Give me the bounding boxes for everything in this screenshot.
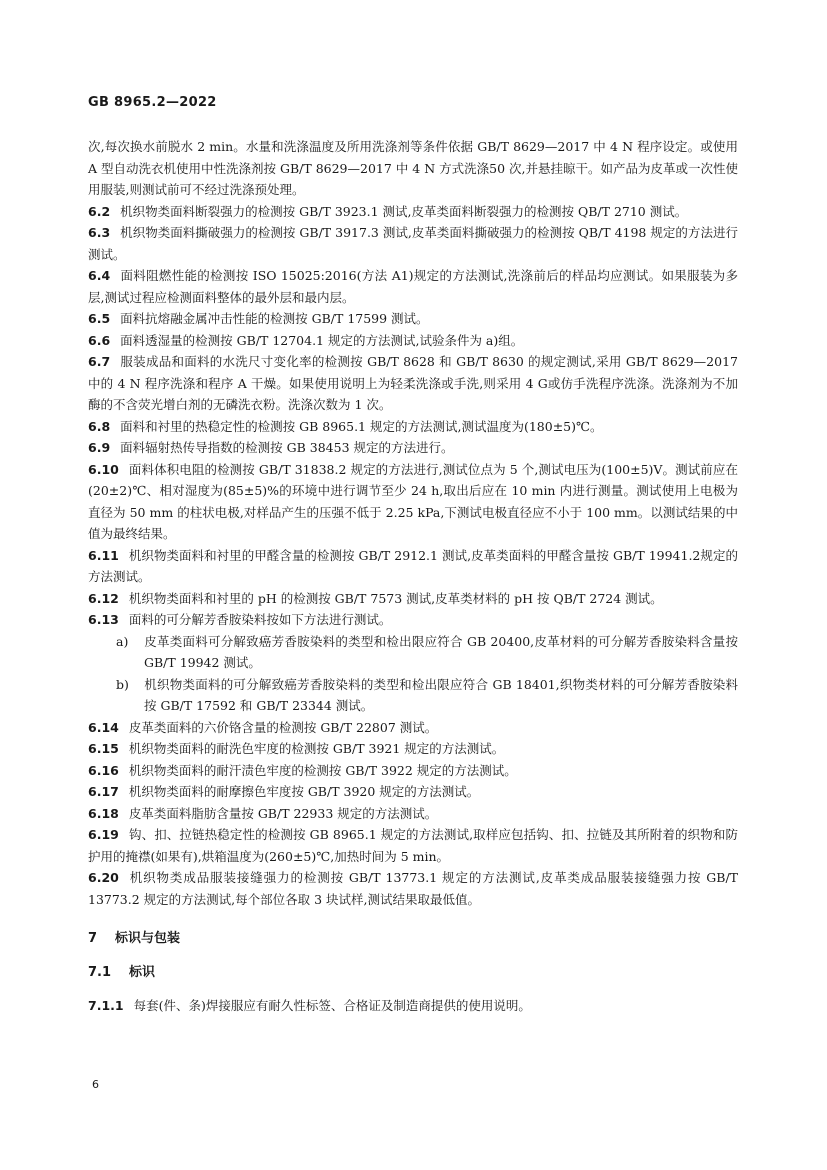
standard-code-header: GB 8965.2—2022 bbox=[88, 95, 217, 110]
clause-number: 6.8 bbox=[88, 418, 111, 434]
clause-paragraph bbox=[88, 459, 738, 545]
clause-text: 机织物类成品服装接缝强力的检测按 GB/T 13773.1 规定的方法测试,皮革类成品服装接缝强力按 GB/T 13773.2 规定的方法测试,每个部位各取 3 块试样,测试结果取最低值。 bbox=[88, 870, 738, 907]
clause-number: 6.12 bbox=[88, 590, 119, 606]
clause-number: 6.11 bbox=[88, 547, 119, 563]
clause-text: 面料透湿量的检测按 GB/T 12704.1 规定的方法测试,试验条件为 a)组。 bbox=[120, 332, 524, 348]
clause-text: 机织物类面料断裂强力的检测按 GB/T 3923.1 测试,皮革类面料断裂强力的检测按 QB/T 2710 测试。 bbox=[120, 203, 688, 219]
section-7-number: 7 bbox=[88, 931, 98, 946]
clause-text: 面料体积电阻的检测按 GB/T 31838.2 规定的方法进行,测试位点为 5 个,测试电压为(100±5)V。测试前应在(20±2)℃、相对湿度为(85±5)%的环境中进行调节至少 24 h,取出后应在 10 min 内进行测量。测试使用上电极为直径为 50 mm 的柱状电极,对样品产生的压强不低于 2.25 kPa,下测试电极直径应不小于 100 mm。以测试结果的中值为最终结果。 bbox=[88, 461, 738, 541]
clause-paragraph bbox=[88, 437, 738, 459]
clause-text: 面料抗熔融金属冲击性能的检测按 GB/T 17599 测试。 bbox=[120, 311, 429, 326]
clause-paragraph bbox=[88, 545, 738, 588]
clause-text: 皮革类面料的六价铬含量的检测按 GB/T 22807 测试。 bbox=[128, 719, 438, 735]
clause-text: 面料辐射热传导指数的检测按 GB 38453 规定的方法进行。 bbox=[120, 440, 454, 455]
section-7.1-number: 7.1 bbox=[88, 964, 112, 980]
clause-paragraph bbox=[88, 824, 738, 867]
clause-paragraph bbox=[88, 222, 738, 265]
clause-text: 每套(件、条)焊接服应有耐久性标签、合格证及制造商提供的使用说明。 bbox=[133, 998, 531, 1013]
clause-group-6.14-6.20 bbox=[88, 717, 738, 911]
clause-number: 6.19 bbox=[88, 827, 119, 842]
list-item-text: 皮革类面料可分解致癌芳香胺染料的类型和检出限应符合 GB 20400,皮革材料的可分解芳香胺染料含量按 GB/T 19942 测试。 bbox=[144, 633, 738, 670]
document-body bbox=[88, 136, 738, 1017]
list-item bbox=[116, 674, 738, 717]
clause-group-6.1-6.13 bbox=[88, 136, 738, 631]
clause-text: 机织物类面料的耐摩擦色牢度按 GB/T 3920 规定的方法测试。 bbox=[128, 784, 480, 799]
list-item bbox=[116, 631, 738, 674]
clause-text: 次,每次换水前脱水 2 min。水量和洗涤温度及所用洗涤剂等条件依据 GB/T 8629—2017 中 4 N 程序设定。或使用 A 型自动洗衣机使用中性洗涤剂按 GB/T 8629—2017 中 4 N 方式洗涤50 次,并悬挂晾干。如产品为皮革或一次性使用服装,则测试前可不经过洗涤预处理。 bbox=[88, 139, 738, 197]
clause-number: 6.13 bbox=[88, 612, 119, 627]
clause-text: 机织物类面料撕破强力的检测按 GB/T 3917.3 测试,皮革类面料撕破强力的检测按 QB/T 4198 规定的方法进行测试。 bbox=[88, 225, 738, 262]
clause-text: 机织物类面料和衬里的 pH 的检测按 GB/T 7573 测试,皮革类材料的 pH 按 QB/T 2724 测试。 bbox=[128, 590, 663, 606]
clause-paragraph bbox=[88, 265, 738, 308]
clause-text: 面料的可分解芳香胺染料按如下方法进行测试。 bbox=[128, 612, 392, 627]
clause-7.1.1 bbox=[88, 995, 738, 1017]
clause-text: 皮革类面料脂肪含量按 GB/T 22933 规定的方法测试。 bbox=[128, 805, 438, 821]
list-item-label: a) bbox=[116, 633, 129, 649]
clause-paragraph bbox=[88, 609, 738, 631]
clause-number: 6.17 bbox=[88, 784, 119, 799]
clause-6.13-sublist bbox=[88, 631, 738, 717]
clause-number: 6.3 bbox=[88, 225, 111, 240]
page-number: 6 bbox=[92, 1078, 99, 1091]
clause-paragraph bbox=[88, 717, 738, 739]
clause-number: 6.15 bbox=[88, 741, 119, 756]
clause-paragraph bbox=[88, 760, 738, 782]
clause-number: 6.7 bbox=[88, 354, 111, 369]
list-item-text: 机织物类面料的可分解致癌芳香胺染料的类型和检出限应符合 GB 18401,织物类材料的可分解芳香胺染料按 GB/T 17592 和 GB/T 23344 测试。 bbox=[144, 676, 738, 713]
clause-paragraph bbox=[88, 867, 738, 910]
clause-paragraph bbox=[88, 201, 738, 223]
clause-number: 6.9 bbox=[88, 440, 111, 455]
clause-text: 服装成品和面料的水洗尺寸变化率的检测按 GB/T 8628 和 GB/T 8630 的规定测试,采用 GB/T 8629—2017 中的 4 N 程序洗涤和程序 A 干燥。如果使用说明上为轻柔洗涤或手洗,则采用 4 G或仿手洗程序洗涤。洗涤剂为不加酶的不含荧光增白剂的无磷洗衣粉。洗涤次数为 1 次。 bbox=[88, 354, 738, 412]
clause-number: 6.5 bbox=[88, 311, 111, 326]
clause-text: 机织物类面料和衬里的甲醛含量的检测按 GB/T 2912.1 测试,皮革类面料的甲醛含量按 GB/T 19941.2规定的方法测试。 bbox=[88, 547, 738, 584]
clause-text: 机织物类面料的耐汗渍色牢度的检测按 GB/T 3922 规定的方法测试。 bbox=[128, 762, 517, 778]
clause-paragraph bbox=[88, 308, 738, 330]
clause-text: 机织物类面料的耐洗色牢度的检测按 GB/T 3921 规定的方法测试。 bbox=[128, 741, 505, 756]
clause-number: 6.2 bbox=[88, 203, 111, 219]
clause-paragraph bbox=[88, 136, 738, 201]
clause-paragraph bbox=[88, 351, 738, 416]
section-7.1-title: 标识 bbox=[129, 964, 156, 980]
clause-number: 6.20 bbox=[88, 870, 119, 885]
clause-paragraph bbox=[88, 416, 738, 438]
clause-number: 6.6 bbox=[88, 332, 111, 348]
clause-text: 面料阻燃性能的检测按 ISO 15025:2016(方法 A1)规定的方法测试,洗涤前后的样品均应测试。如果服装为多层,测试过程应检测面料整体的最外层和最内层。 bbox=[88, 268, 738, 305]
clause-paragraph bbox=[88, 588, 738, 610]
clause-paragraph bbox=[88, 738, 738, 760]
section-7-heading bbox=[88, 928, 738, 950]
clause-paragraph bbox=[88, 803, 738, 825]
clause-number: 6.18 bbox=[88, 805, 119, 821]
section-7.1-heading bbox=[88, 962, 738, 984]
clause-number: 6.10 bbox=[88, 461, 119, 477]
clause-text: 钩、扣、拉链热稳定性的检测按 GB 8965.1 规定的方法测试,取样应包括钩、扣、拉链及其所附着的织物和防护用的掩襟(如果有),烘箱温度为(260±5)℃,加热时间为 5 min。 bbox=[88, 827, 738, 864]
clause-number: 6.14 bbox=[88, 719, 119, 735]
clause-text: 面料和衬里的热稳定性的检测按 GB 8965.1 规定的方法测试,测试温度为(180±5)℃。 bbox=[120, 418, 603, 434]
section-7-title: 标识与包装 bbox=[115, 931, 181, 946]
list-item-label: b) bbox=[116, 676, 129, 692]
clause-paragraph bbox=[88, 330, 738, 352]
clause-number: 6.4 bbox=[88, 268, 111, 283]
clause-paragraph bbox=[88, 781, 738, 803]
clause-number: 7.1.1 bbox=[88, 998, 124, 1013]
clause-number: 6.16 bbox=[88, 762, 119, 778]
